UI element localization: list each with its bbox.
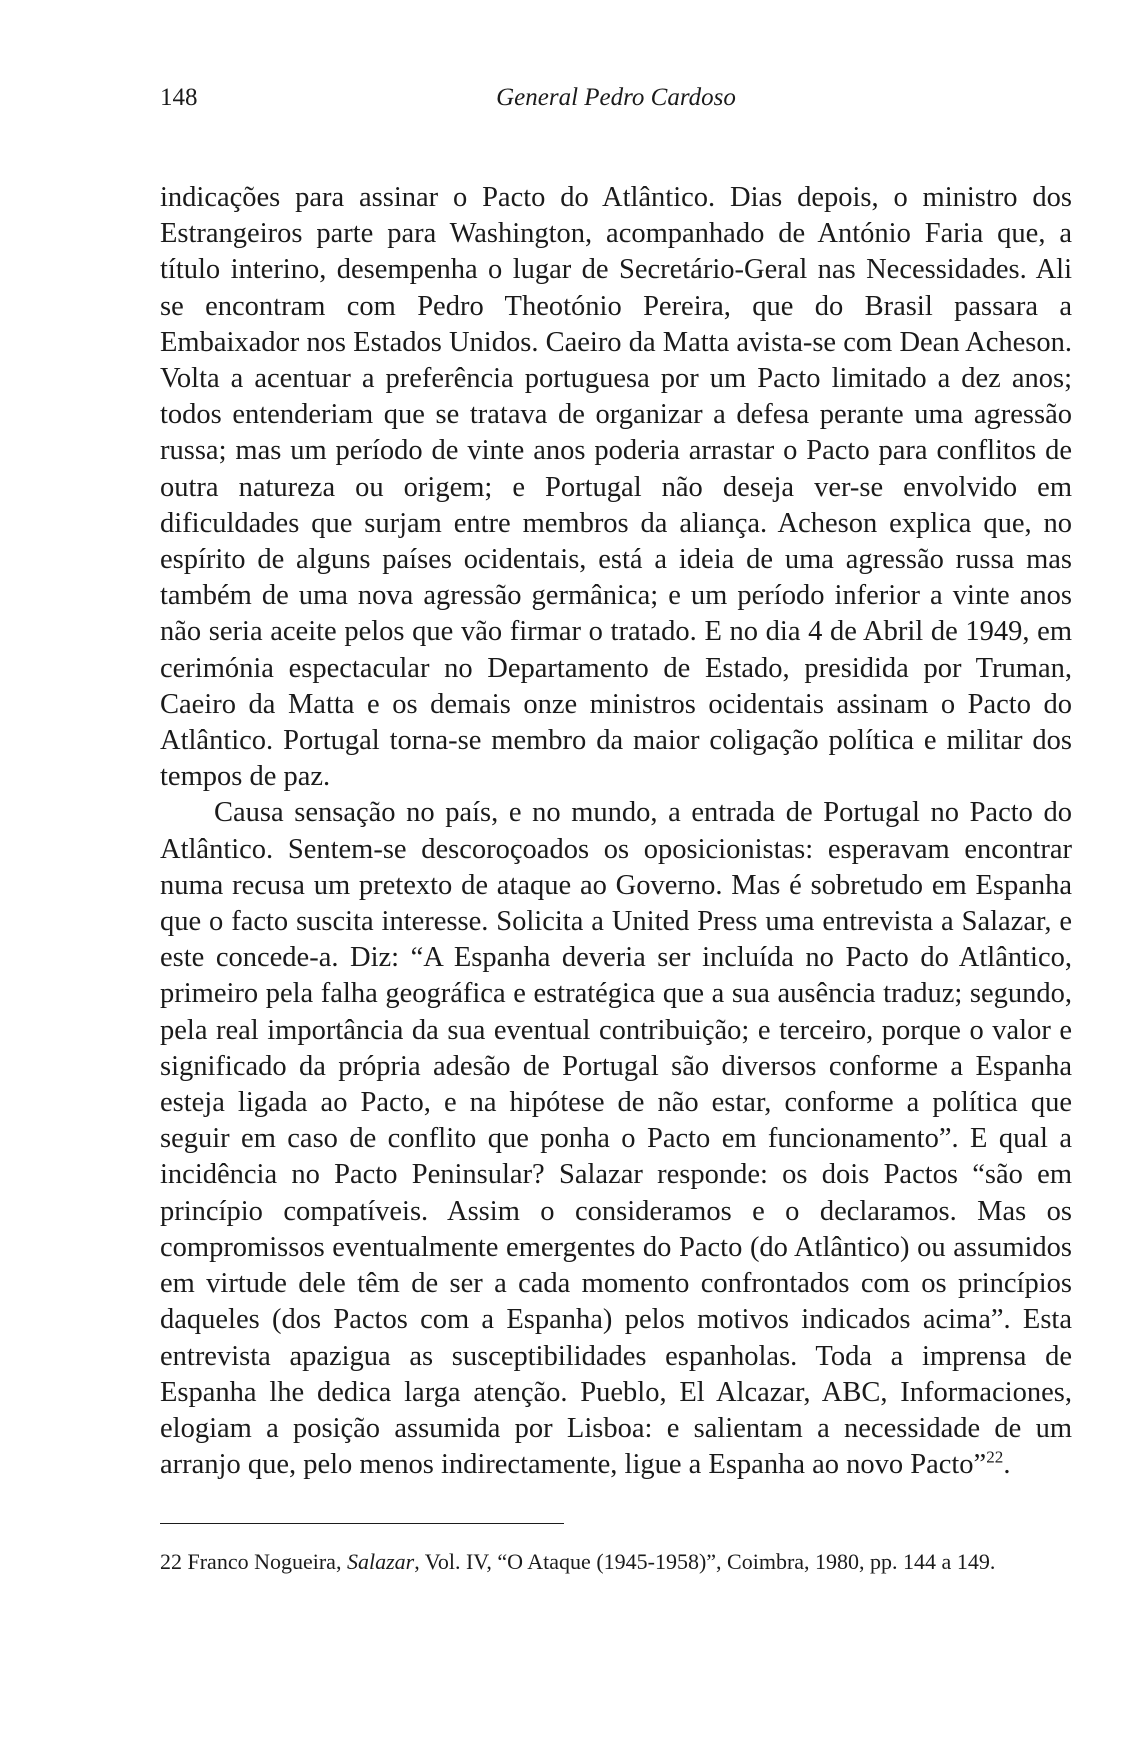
running-head [160,84,1072,120]
footnote-number: 22 [160,1549,182,1574]
footnote-divider [160,1523,564,1524]
paragraph-2-text: Causa sensação no país, e no mundo, a entrada de Portugal no Pacto do Atlântico. Sentem-se descoroçoados os oposicionistas: esperavam encontrar numa recusa um pretexto de ataque ao Governo. Mas é sobretudo em Espanha que o facto suscita interesse. Solicita a United Press uma entrevista a Salazar, e este concede-a. Diz: “A Espanha deveria ser incluída no Pacto do Atlântico, primeiro pela falha geográfica e estratégica que a sua ausência traduz; segundo, pela real importância da sua eventual contribuição; e terceiro, porque o valor e significado da própria adesão de Portugal são diversos conforme a Espanha esteja ligada ao Pacto, e na hipótese de não estar, conforme a política que seguir em caso de conflito que ponha o Pacto em funcionamento”. E qual a incidência no Pacto Peninsular? Salazar responde: os dois Pactos “são em princípio compatíveis. Assim o consideramos e o declaramos. Mas os compromissos eventualmente emergentes do Pacto (do Atlântico) ou assumidos em virtude dele têm de ser a cada momento confrontados com os princípios daqueles (dos Pactos com a Espanha) pelos motivos indicados acima”. Esta entrevista apazigua as susceptibilidades espanholas. Toda a imprensa de Espanha lhe dedica larga atenção. Pueblo, El Alcazar, ABC, Informaciones, elogiam a posição assumida por Lisboa: e salientam a necessidade de um arranjo que, pelo menos indirectamente, ligue a Espanha ao novo Pacto” [160,797,1072,1481]
footnote-title: Salazar [346,1549,415,1574]
running-title: General Pedro Cardoso [496,84,736,111]
paragraph-1: indicações para assinar o Pacto do Atlântico. Dias depois, o ministro dos Estrangeiros parte para Washington, acompanhado de António Faria que, a título interino, desempenha o lugar de Secretário-Geral nas Necessidades. Ali se encontram com Pedro Theotónio Pereira, que do Brasil passara a Embaixador nos Estados Unidos. Caeiro da Matta avista-se com Dean Acheson. Volta a acentuar a preferência portuguesa por um Pacto limitado a dez anos; todos entenderiam que se tratava de organizar a defesa perante uma agressão russa; mas um período de vinte anos poderia arrastar o Pacto para conflitos de outra natureza ou origem; e Portugal não deseja ver-se envolvido em dificuldades que surjam entre membros da aliança. Acheson explica que, no espírito de alguns países ocidentais, está a ideia de uma agressão russa mas também de uma nova agressão germânica; e um período inferior a vinte anos não seria aceite pelos que vão firmar o tratado. E no dia 4 de Abril de 1949, em cerimónia espectacular no Departamento de Estado, presidida por Truman, Caeiro da Matta e os demais onze ministros ocidentais assinam o Pacto do Atlântico. Portugal torna-se membro da maior coligação política e militar dos tempos de paz. [160,182,1072,793]
footnote-author: Franco Nogueira, [187,1549,347,1574]
paragraph-2: Causa sensação no país, e no mundo, a entrada de Portugal no Pacto do Atlântico. Sentem-se descoroçoados os oposicionistas: esperavam encontrar numa recusa um pretexto de ataque ao Governo. Mas é sobretudo em Espanha que o facto suscita interesse. Solicita a United Press uma entrevista a Salazar, e este concede-a. Diz: “A Espanha deveria ser incluída no Pacto do Atlântico, primeiro pela falha geográfica e estratégica que a sua ausência traduz; segundo, pela real importância da sua eventual contribuição; e terceiro, porque o valor e significado da própria adesão de Portugal são diversos conforme a Espanha esteja ligada ao Pacto, e na hipótese de não estar, conforme a política que seguir em caso de conflito que ponha o Pacto em funcionamento”. E qual a incidência no Pacto Peninsular? Salazar responde: os dois Pactos “são em princípio compatíveis. Assim o consideramos e o declaramos. Mas os compromissos eventualmente emergentes do Pacto (do Atlântico) ou assumidos em virtude dele têm de ser a cada momento confrontados com os princípios daqueles (dos Pactos com a Espanha) pelos motivos indicados acima”. Esta entrevista apazigua as susceptibilidades espanholas. Toda a imprensa de Espanha lhe dedica larga atenção. Pueblo, El Alcazar, ABC, Informaciones, elogiam a posição assumida por Lisboa: e salientam a necessidade de um arranjo que, pelo menos indirectamente, ligue a Espanha ao novo Pacto”$^{22}$. [160,797,1072,1481]
page-number: 148 [160,84,198,111]
body-text [160,180,1072,1483]
footnote-details: , Vol. IV, “O Ataque (1945-1958)”, Coimbra, 1980, pp. 144 a 149. [414,1549,996,1574]
footnote [160,1548,1072,1576]
footnote-reference[interactable]: 22 [986,1447,1004,1467]
